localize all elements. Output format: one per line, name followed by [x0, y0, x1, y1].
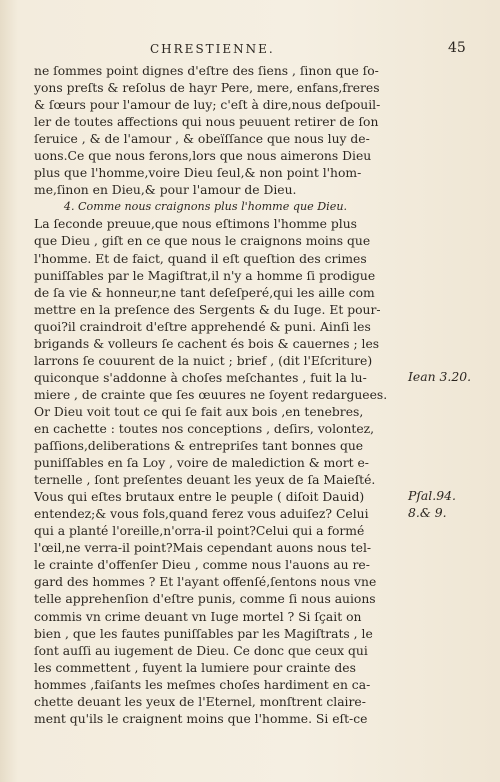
text-line-content: ment qu'ils le craignent moins que l'homme. Si eſt-ce	[34, 710, 368, 726]
text-line-content: que Dieu , giſt en ce que nous le craignons moins que	[34, 233, 371, 249]
margin-note: Pſal.94.	[408, 488, 456, 504]
text-line-content: l'homme. Et de faict, quand il eſt queſtion des crimes	[34, 250, 367, 266]
text-line-content: ler de toutes affections qui nous peuuent retirer de ſon	[34, 114, 379, 130]
text-line-content: & ſœurs pour l'amour de luy; c'eſt à dire,nous deſpouil-	[34, 97, 381, 113]
text-line-content: 4. Comme nous craignons plus l'homme que Dieu.	[63, 200, 348, 214]
text-line-content: qui a planté l'oreille,n'orra-il point?Celui qui a formé	[34, 523, 365, 539]
text-line-content: ne ſommes point dignes d'eſtre des ſiens , ſinon que ſo-	[34, 63, 379, 78]
text-line-content: de ſa vie & honneur,ne tant deſeſperé,qui les aille com	[34, 284, 375, 300]
page-header	[0, 40, 500, 60]
text-line-content: yons preſts & reſolus de hayr Pere, mere, enfans,freres	[34, 80, 380, 96]
text-line-content: La ſeconde preuue,que nous eſtimons l'homme plus	[34, 216, 358, 232]
text-line-content: quoi?il craindroit d'eſtre apprehendé & puni. Ainſi les	[34, 318, 371, 334]
text-line-content: larrons ſe couurent de la nuict ; brief , (dit l'Eſcriture)	[34, 352, 373, 368]
text-line-content: commis vn crime deuant vn Iuge mortel ? Si ſçait on	[34, 608, 362, 624]
text-line-content: puniſſables en ſa Loy , voire de malediction & mort e-	[34, 455, 369, 471]
text-line-content: plus que l'homme,voire Dieu ſeul,& non point l'hom-	[34, 165, 362, 181]
text-line-content: chette deuant les yeux de l'Eternel, monſtrent claire-	[34, 693, 366, 709]
text-line-content: le crainte d'offenſer Dieu , comme nous l'auons au re-	[34, 557, 370, 573]
text-line-content: gard des hommes ? Et l'ayant offenſé,ſentons nous vne	[34, 574, 377, 590]
text-line-content: puniſſables par le Magiſtrat,il n'y a homme ſi prodigue	[34, 267, 376, 283]
text-line-content: hommes ,faiſants les meſmes choſes hardiment en ca-	[34, 676, 371, 692]
page-number: 45	[448, 40, 466, 56]
text-line-content: l'œil,ne verra-il point?Mais cependant auons nous tel-	[34, 540, 372, 556]
margin-note: Iean 3.20.	[408, 368, 472, 384]
text-line-content: Or Dieu voit tout ce qui ſe fait aux bois ,en tenebres,	[34, 403, 364, 419]
running-head: CHRESTIENNE.	[150, 42, 275, 56]
text-line-content: paſſions,deliberations & entrepriſes tant bonnes que	[34, 438, 364, 454]
text-line-content: telle apprehenſion d'eſtre punis, comme ſi nous auions	[34, 591, 376, 607]
text-line-content: mettre en la preſence des Sergents & du Iuge. Et pour-	[34, 301, 381, 317]
text-line-content: les commettent , fuyent la lumiere pour crainte des	[34, 659, 356, 675]
text-line-content: entendez;& vous fols,quand ferez vous aduiſez? Celui	[34, 506, 369, 522]
text-line-content: brigands & volleurs ſe cachent és bois & cauernes ; les	[34, 335, 380, 351]
margin-notes	[0, 62, 500, 762]
text-line-content: ſont auſſi au iugement de Dieu. Ce donc que ceux qui	[34, 642, 368, 658]
text-line-content: Vous qui eſtes brutaux entre le peuple ( diſoit Dauid)	[34, 489, 365, 505]
text-line-content: miere , de crainte que ſes œuures ne ſoyent redarguees.	[34, 386, 388, 402]
margin-note: 8.& 9.	[408, 505, 447, 521]
text-line-content: bien , que les fautes puniſſables par les Magiſtrats , le	[34, 625, 373, 641]
text-line-content: uons.Ce que nous ferons,lors que nous aimerons Dieu	[34, 148, 372, 164]
text-line-content: ſeruice , & de l'amour , & obeïſſance que nous luy de-	[34, 131, 370, 147]
text-line-content: en cachette : toutes nos conceptions , deſirs, volontez,	[34, 420, 375, 436]
text-line-content: quiconque s'addonne à choſes meſchantes , fuit la lu-	[34, 369, 367, 385]
text-line-content: ternelle , ſont preſentes deuant les yeux de ſa Maieſté.	[34, 472, 376, 488]
text-line-content: me,ſinon en Dieu,& pour l'amour de Dieu.	[34, 182, 297, 198]
